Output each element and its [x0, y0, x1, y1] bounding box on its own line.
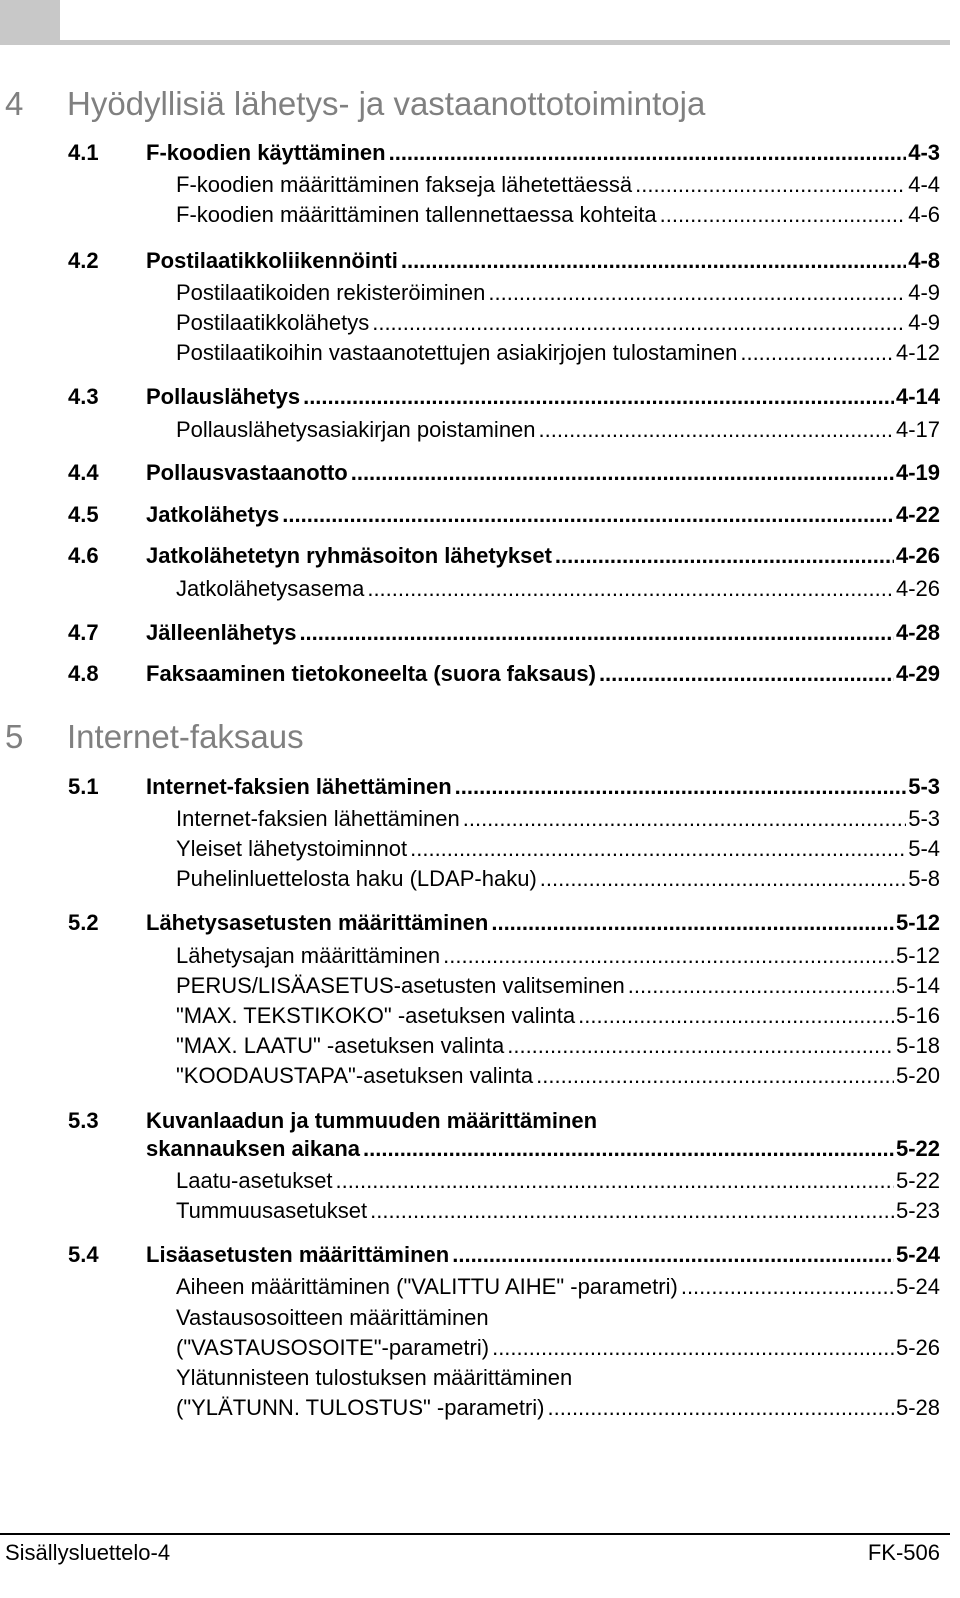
page-number: 4-8	[908, 248, 940, 273]
section-number: 4.7	[68, 620, 99, 645]
dot-leader	[555, 541, 894, 571]
entry-title: Pollausvastaanotto	[146, 460, 348, 485]
page-number: 4-26	[895, 576, 940, 601]
entry-title: Pollauslähetysasiakirjan poistaminen	[176, 417, 536, 442]
page-number: 4-3	[908, 140, 940, 165]
dot-leader	[492, 1333, 894, 1363]
page-number: 4-19	[895, 460, 940, 485]
page-number: 4-4	[908, 172, 940, 197]
entry-title: "MAX. LAATU" -asetuksen valinta	[176, 1033, 505, 1058]
entry-title: Internet-faksien lähettäminen	[176, 806, 460, 831]
page-number: 4-29	[895, 661, 940, 686]
section-number: 4.3	[68, 384, 99, 409]
dot-leader	[455, 772, 907, 802]
entry-title: PERUS/LISÄASETUS-asetusten valitseminen	[176, 973, 625, 998]
toc-section-entry[interactable]	[68, 382, 940, 412]
entry-title: F-koodien määrittäminen fakseja lähetettäessä	[176, 172, 633, 197]
dot-leader	[635, 170, 906, 200]
section-number: 5.2	[68, 910, 99, 935]
toc-section-entry[interactable]	[68, 1240, 940, 1270]
page-number: 5-3	[908, 806, 940, 831]
dot-leader	[367, 574, 894, 604]
dot-leader	[491, 908, 894, 938]
toc-subentry[interactable]	[68, 1393, 940, 1423]
footer-model-label: FK-506	[867, 1540, 940, 1565]
toc-section-entry[interactable]	[68, 772, 940, 802]
dot-leader	[443, 941, 894, 971]
dot-leader	[282, 500, 894, 530]
toc-subentry[interactable]	[68, 1333, 940, 1363]
toc-section-entry[interactable]	[68, 659, 940, 689]
dot-leader	[299, 618, 894, 648]
dot-leader	[507, 1031, 894, 1061]
chapter-heading-4	[5, 84, 705, 124]
footer-rule	[0, 1533, 950, 1535]
dot-leader	[681, 1272, 894, 1302]
toc-subentry[interactable]	[68, 338, 940, 368]
page-number: 5-24	[895, 1274, 940, 1299]
entry-title: F-koodien määrittäminen tallennettaessa kohteita	[176, 202, 657, 227]
dot-leader	[599, 659, 894, 689]
dot-leader	[488, 278, 906, 308]
toc-section-entry[interactable]	[68, 138, 940, 168]
entry-title: Lisäasetusten määrittäminen	[146, 1242, 450, 1267]
entry-title: Puhelinluettelosta haku (LDAP-haku)	[176, 866, 537, 891]
page-number: 5-22	[895, 1168, 940, 1193]
section-number: 5.4	[68, 1242, 99, 1267]
dot-leader	[463, 804, 906, 834]
dot-leader	[401, 246, 906, 276]
dot-leader	[548, 1393, 894, 1423]
toc-subentry[interactable]	[68, 1031, 940, 1061]
toc-subentry[interactable]	[68, 1001, 940, 1031]
dot-leader	[539, 415, 894, 445]
entry-title: Pollauslähetys	[146, 384, 301, 409]
toc-subentry[interactable]	[68, 170, 940, 200]
page-number: 4-12	[895, 340, 940, 365]
dot-leader	[370, 1196, 894, 1226]
toc-section-entry[interactable]	[68, 618, 940, 648]
toc-section-entry[interactable]	[68, 500, 940, 530]
dot-leader	[351, 458, 894, 488]
page-number: 5-3	[908, 774, 940, 799]
dot-leader	[363, 1134, 894, 1164]
section-number: 4.2	[68, 248, 99, 273]
page-number: 5-12	[895, 910, 940, 935]
entry-title: "MAX. TEKSTIKOKO" -asetuksen valinta	[176, 1003, 576, 1028]
entry-title-line1: Kuvanlaadun ja tummuuden määrittäminen	[146, 1108, 598, 1133]
toc-subentry[interactable]	[68, 308, 940, 338]
toc-subentry[interactable]	[68, 834, 940, 864]
entry-title: Jatkolähetetyn ryhmäsoiton lähetykset	[146, 543, 552, 568]
entry-title: Aiheen määrittäminen ("VALITTU AIHE" -parametri)	[176, 1274, 678, 1299]
entry-title: Postilaatikoihin vastaanotettujen asiakirjojen tulostaminen	[176, 340, 738, 365]
toc-subentry[interactable]	[68, 864, 940, 894]
page-number: 4-9	[908, 310, 940, 335]
entry-title-line1: Ylätunnisteen tulostuksen määrittäminen	[176, 1365, 573, 1390]
section-number: 4.8	[68, 661, 99, 686]
toc-subentry[interactable]	[68, 1166, 940, 1196]
entry-title: Tummuusasetukset	[176, 1198, 368, 1223]
page-number: 5-16	[895, 1003, 940, 1028]
toc-subentry[interactable]	[68, 1196, 940, 1226]
page-number: 5-14	[895, 973, 940, 998]
section-number: 5.1	[68, 774, 99, 799]
footer-page-label: Sisällysluettelo-4	[5, 1540, 171, 1565]
entry-title: "KOODAUSTAPA"-asetuksen valinta	[176, 1063, 534, 1088]
page-number: 5-18	[895, 1033, 940, 1058]
toc-subentry[interactable]	[68, 941, 940, 971]
entry-title: ("YLÄTUNN. TULOSTUS" -parametri)	[176, 1395, 545, 1420]
entry-title: skannauksen aikana	[146, 1136, 361, 1161]
toc-section-entry[interactable]	[68, 246, 940, 276]
dot-leader	[578, 1001, 894, 1031]
entry-title: Lähetysajan määrittäminen	[176, 943, 441, 968]
entry-title: Lähetysasetusten määrittäminen	[146, 910, 489, 935]
dot-leader	[389, 138, 907, 168]
entry-title: ("VASTAUSOSOITE"-parametri)	[176, 1335, 490, 1360]
section-number: 4.5	[68, 502, 99, 527]
page-number: 4-26	[895, 543, 940, 568]
entry-title: Jatkolähetysasema	[176, 576, 365, 601]
entry-title: Jatkolähetys	[146, 502, 280, 527]
page-number: 5-8	[908, 866, 940, 891]
entry-title: F-koodien käyttäminen	[146, 140, 386, 165]
chapter-title: Internet-faksaus	[67, 718, 304, 755]
dot-leader	[740, 338, 894, 368]
page-number: 5-24	[895, 1242, 940, 1267]
page-number: 5-22	[895, 1136, 940, 1161]
toc-section-entry[interactable]	[68, 541, 940, 571]
toc-subentry[interactable]	[68, 278, 940, 308]
header-corner-block	[0, 0, 60, 40]
toc-subentry[interactable]	[68, 1272, 940, 1302]
entry-title: Laatu-asetukset	[176, 1168, 333, 1193]
page-number: 5-4	[908, 836, 940, 861]
toc-subentry[interactable]	[68, 200, 940, 230]
toc-subentry[interactable]	[68, 971, 940, 1001]
entry-title: Internet-faksien lähettäminen	[146, 774, 452, 799]
page-number: 5-23	[895, 1198, 940, 1223]
chapter-number: 4	[5, 85, 24, 122]
page-number: 4-6	[908, 202, 940, 227]
dot-leader	[372, 308, 906, 338]
page-number: 4-14	[895, 384, 940, 409]
toc-subentry[interactable]	[68, 574, 940, 604]
toc-section-entry[interactable]	[68, 1134, 940, 1164]
page-number: 5-20	[895, 1063, 940, 1088]
dot-leader	[628, 971, 894, 1001]
chapter-number: 5	[5, 718, 24, 755]
entry-title: Jälleenlähetys	[146, 620, 297, 645]
dot-leader	[410, 834, 906, 864]
page-number: 4-9	[908, 280, 940, 305]
entry-title: Postilaatikoiden rekisteröiminen	[176, 280, 486, 305]
entry-title: Postilaatikkoliikennöinti	[146, 248, 398, 273]
section-number: 4.1	[68, 140, 99, 165]
entry-title: Postilaatikkolähetys	[176, 310, 370, 335]
page-number: 5-12	[895, 943, 940, 968]
toc-subentry[interactable]	[68, 415, 940, 445]
page-number: 4-17	[895, 417, 940, 442]
entry-title: Faksaaminen tietokoneelta (suora faksaus)	[146, 661, 596, 686]
dot-leader	[536, 1061, 894, 1091]
toc-section-entry[interactable]	[68, 908, 940, 938]
section-number: 4.6	[68, 543, 99, 568]
dot-leader	[452, 1240, 894, 1270]
toc-section-entry[interactable]	[68, 458, 940, 488]
page-number: 5-28	[895, 1395, 940, 1420]
page-number: 4-22	[895, 502, 940, 527]
page-number: 4-28	[895, 620, 940, 645]
entry-title-line1: Vastausosoitteen määrittäminen	[176, 1305, 489, 1330]
toc-subentry[interactable]	[68, 1061, 940, 1091]
chapter-title: Hyödyllisiä lähetys- ja vastaanottotoimintoja	[67, 85, 706, 122]
dot-leader	[540, 864, 906, 894]
entry-title: Yleiset lähetystoiminnot	[176, 836, 408, 861]
section-number: 4.4	[68, 460, 99, 485]
chapter-heading-5	[5, 717, 304, 757]
page-number: 5-26	[895, 1335, 940, 1360]
dot-leader	[336, 1166, 894, 1196]
dot-leader	[660, 200, 907, 230]
toc-subentry[interactable]	[68, 804, 940, 834]
section-number: 5.3	[68, 1108, 99, 1133]
header-rule	[0, 40, 950, 45]
dot-leader	[303, 382, 894, 412]
